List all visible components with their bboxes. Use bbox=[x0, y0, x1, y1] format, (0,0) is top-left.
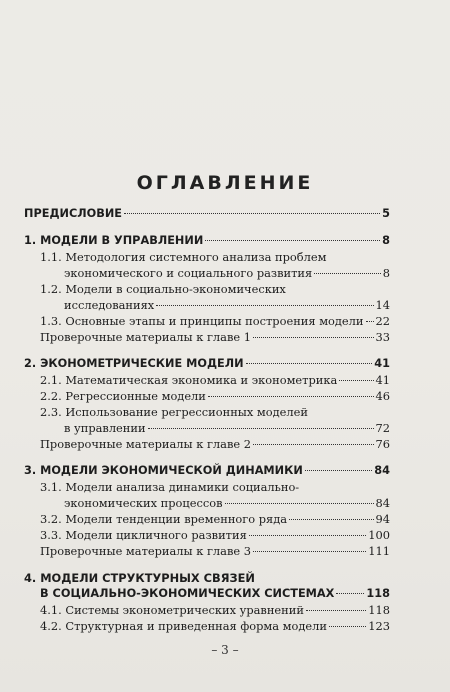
leader-dots bbox=[289, 519, 373, 520]
leader-dots bbox=[339, 380, 373, 381]
entry-page: 84 bbox=[375, 496, 390, 510]
entry-label: 2. ЭКОНОМЕТРИЧЕСКИЕ МОДЕЛИ bbox=[24, 357, 244, 370]
toc-entry-preface bbox=[24, 206, 390, 222]
toc-entry-chapter-4 bbox=[24, 586, 390, 602]
entry-label: 3.2. Модели тенденции временного ряда bbox=[40, 512, 288, 526]
entry-page: 5 bbox=[382, 207, 390, 220]
entry-page: 118 bbox=[368, 603, 390, 617]
toc-entry-2-1 bbox=[24, 372, 390, 388]
leader-dots bbox=[253, 551, 366, 552]
entry-label: 4.1. Системы эконометрических уравнений bbox=[40, 603, 304, 617]
toc-entry-check-1 bbox=[24, 329, 390, 345]
page-title: ОГЛАВЛЕНИЕ bbox=[136, 172, 314, 194]
entry-label: в управлении bbox=[64, 421, 146, 435]
leader-dots bbox=[253, 337, 374, 338]
leader-dots bbox=[225, 503, 374, 504]
entry-page: 123 bbox=[368, 619, 390, 633]
entry-label: 4. МОДЕЛИ СТРУКТУРНЫХ СВЯЗЕЙ bbox=[24, 571, 255, 585]
toc-entry-3-2 bbox=[24, 511, 390, 527]
toc-entry-3-1 bbox=[24, 495, 390, 511]
toc-entry-4-2 bbox=[24, 618, 390, 634]
entry-label: экономического и социального развития bbox=[64, 266, 313, 280]
entry-label: 1. МОДЕЛИ В УПРАВЛЕНИИ bbox=[24, 234, 204, 247]
entry-page: 111 bbox=[368, 544, 390, 558]
leader-dots bbox=[124, 213, 380, 214]
toc-entry-2-3 bbox=[24, 420, 390, 436]
entry-page: 100 bbox=[368, 528, 390, 542]
table-of-contents bbox=[24, 206, 390, 634]
leader-dots bbox=[329, 626, 366, 627]
entry-page: 94 bbox=[375, 512, 390, 526]
leader-dots bbox=[336, 593, 364, 594]
toc-entry-chapter-3 bbox=[24, 463, 390, 479]
leader-dots bbox=[205, 240, 380, 241]
entry-page: 8 bbox=[382, 234, 390, 247]
leader-dots bbox=[246, 363, 373, 364]
toc-entry-1-2 bbox=[24, 297, 390, 313]
entry-label: ПРЕДИСЛОВИЕ bbox=[24, 207, 123, 220]
entry-page: 41 bbox=[374, 357, 390, 370]
entry-label: 4.2. Структурная и приведенная форма модели bbox=[40, 619, 327, 633]
entry-label: 3.1. Модели анализа динамики социально- bbox=[40, 480, 300, 494]
entry-page: 14 bbox=[375, 298, 390, 312]
leader-dots bbox=[208, 396, 374, 397]
leader-dots bbox=[314, 273, 381, 274]
entry-label: Проверочные материалы к главе 2 bbox=[40, 437, 251, 451]
entry-label: Проверочные материалы к главе 1 bbox=[40, 330, 251, 344]
toc-entry-4-1 bbox=[24, 602, 390, 618]
entry-page: 118 bbox=[366, 587, 390, 600]
entry-label: Проверочные материалы к главе 3 bbox=[40, 544, 251, 558]
toc-entry-3-3 bbox=[24, 527, 390, 543]
entry-label: 1.3. Основные этапы и принципы построения модели bbox=[40, 314, 364, 328]
entry-page: 41 bbox=[375, 373, 390, 387]
leader-dots bbox=[148, 428, 374, 429]
toc-entry-2-2 bbox=[24, 388, 390, 404]
entry-label: 2.2. Регрессионные модели bbox=[40, 389, 206, 403]
entry-label: экономических процессов bbox=[64, 496, 223, 510]
entry-label: В СОЦИАЛЬНО-ЭКОНОМИЧЕСКИХ СИСТЕМАХ bbox=[40, 587, 335, 600]
entry-label: 3.3. Модели цикличного развития bbox=[40, 528, 247, 542]
entry-label: 3. МОДЕЛИ ЭКОНОМИЧЕСКОЙ ДИНАМИКИ bbox=[24, 464, 303, 477]
leader-dots bbox=[253, 444, 374, 445]
entry-page: 84 bbox=[374, 464, 390, 477]
leader-dots bbox=[305, 470, 372, 471]
entry-label: 1.2. Модели в социально-экономических bbox=[40, 282, 286, 296]
toc-entry-chapter-2 bbox=[24, 356, 390, 372]
toc-entry-chapter-1 bbox=[24, 233, 390, 249]
entry-page: 33 bbox=[375, 330, 390, 344]
leader-dots bbox=[306, 610, 366, 611]
leader-dots bbox=[249, 535, 366, 536]
leader-dots bbox=[366, 321, 374, 322]
entry-label: 2.1. Математическая экономика и эконометрика bbox=[40, 373, 338, 387]
entry-page: 46 bbox=[375, 389, 390, 403]
toc-entry-1-1 bbox=[24, 265, 390, 281]
toc-entry-check-3 bbox=[24, 543, 390, 559]
entry-label: исследованиях bbox=[64, 298, 155, 312]
page-number: – 3 – bbox=[211, 643, 239, 657]
leader-dots bbox=[156, 305, 373, 306]
entry-label: 2.3. Использование регрессионных моделей bbox=[40, 405, 308, 419]
toc-entry-1-3 bbox=[24, 313, 390, 329]
entry-page: 72 bbox=[375, 421, 390, 435]
entry-page: 76 bbox=[375, 437, 390, 451]
entry-label: 1.1. Методология системного анализа проблем bbox=[40, 250, 327, 264]
entry-page: 22 bbox=[375, 314, 390, 328]
entry-page: 8 bbox=[382, 266, 390, 280]
toc-entry-check-2 bbox=[24, 436, 390, 452]
